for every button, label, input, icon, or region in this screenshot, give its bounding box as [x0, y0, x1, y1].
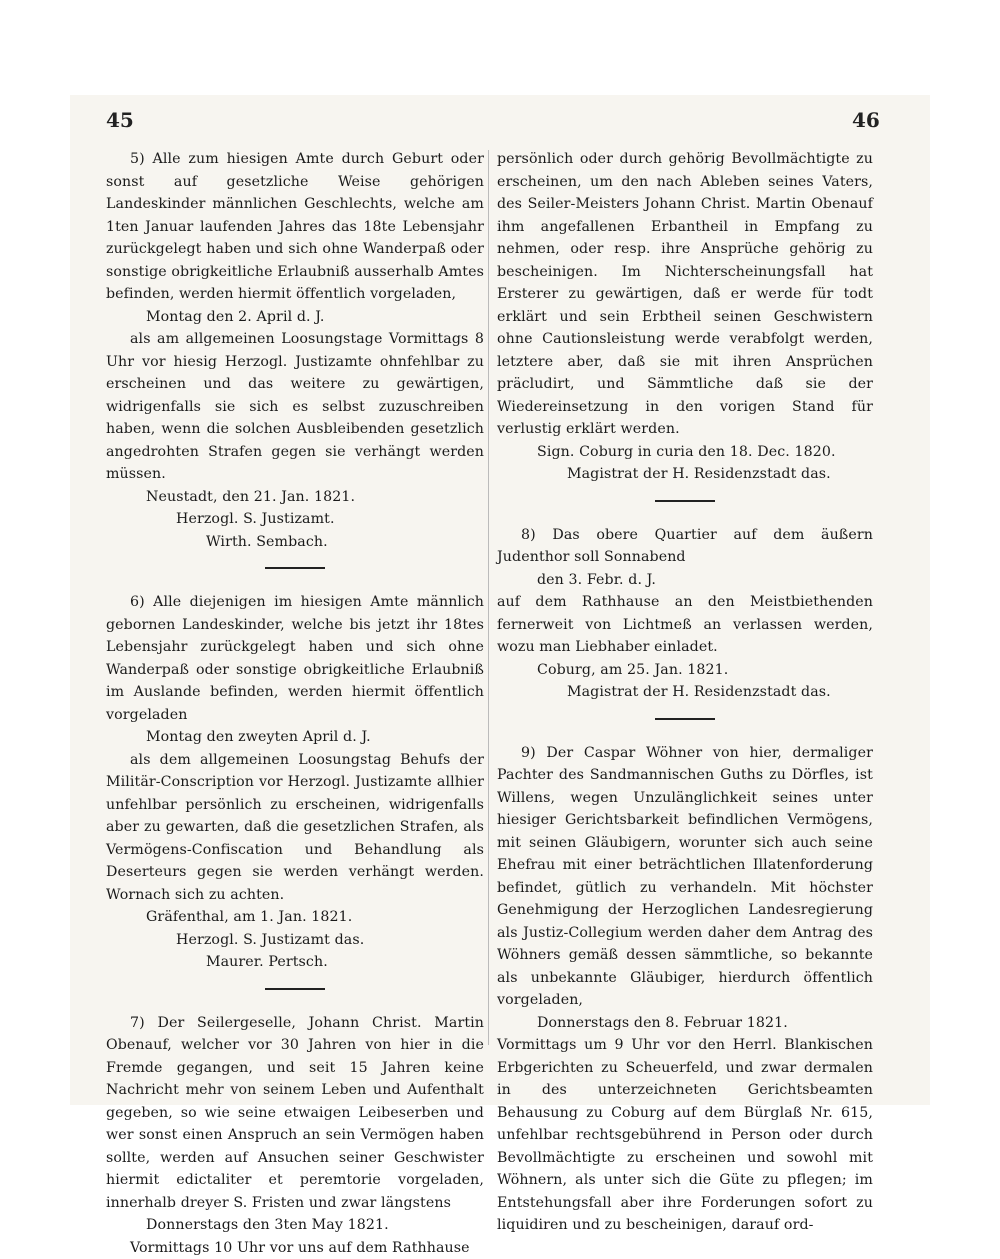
notice-authority: Magistrat der H. Residenzstadt das. — [497, 463, 873, 486]
notice-paragraph: auf dem Rathhause an den Meistbiethenden fernerweit von Lichtmeß an verlassen werden, wozu man Liebhaber einladet. — [497, 591, 873, 659]
notice-paragraph: 7) Der Seilergeselle, Johann Christ. Martin Obenauf, welcher vor 30 Jahren von hier in die Fremde gegangen, und seit 15 Jahren keine Nachricht mehr von seinem Leben und Aufenthalt gegeben, so wie seine etwaigen Leibeserben und wer sonst einen Anspruch an sein Vermögen haben sollte, werden auf Ansuchen seiner Geschwister hiermit edictaliter et peremtorie vorgeladen, innerhalb dreyer S. Fristen und zwar längstens — [106, 1012, 484, 1215]
notice-date: Montag den zweyten April d. J. — [106, 726, 484, 749]
notice-place-date: Coburg, am 25. Jan. 1821. — [497, 659, 873, 682]
notice-place-date: Neustadt, den 21. Jan. 1821. — [106, 486, 484, 509]
notice-paragraph: als am allgemeinen Loosungstage Vormittags 8 Uhr vor hiesig Herzogl. Justizamte ohnfehlbar zu erscheinen und das weitere zu gewärtigen, widrigenfalls sie sich es selbst zuzuschreiben haben, wenn die solchen Ausbleibenden gesetzlich angedrohten Strafen gegen sie verhängt werden müssen. — [106, 328, 484, 486]
section-divider — [655, 500, 715, 502]
notice-authority: Herzogl. S. Justizamt. — [106, 508, 484, 531]
section-divider — [265, 567, 325, 569]
notice-place-date: Sign. Coburg in curia den 18. Dec. 1820. — [497, 441, 873, 464]
notice-place-date: Gräfenthal, am 1. Jan. 1821. — [106, 906, 484, 929]
right-column — [497, 148, 873, 1237]
notice-signatories: Maurer. Pertsch. — [106, 951, 484, 974]
notice-paragraph: Vormittags 10 Uhr vor uns auf dem Rathhause — [106, 1237, 484, 1259]
notice-paragraph: als dem allgemeinen Loosungstag Behufs der Militär-Conscription vor Herzogl. Justizamte allhier unfehlbar persönlich zu erscheinen, widrigenfalls aber zu gewarten, daß die gesetzlichen Strafen, als Vermögens-Confiscation und Behandlung als Deserteurs gegen sie werden verhängt werden. Wornach sich zu achten. — [106, 749, 484, 907]
notice-date: Donnerstags den 8. Februar 1821. — [497, 1012, 873, 1035]
left-column — [106, 148, 484, 1259]
page-number-left: 45 — [106, 108, 134, 132]
column-divider — [488, 150, 489, 1045]
notice-signatories: Wirth. Sembach. — [106, 531, 484, 554]
notice-paragraph: 5) Alle zum hiesigen Amte durch Geburt oder sonst auf gesetzliche Weise gehörigen Landeskinder männlichen Geschlechts, welche am 1ten Januar laufenden Jahres das 18te Lebensjahr zurückgelegt haben und sich ohne Wanderpaß oder sonstige obrigkeitliche Erlaubniß ausserhalb Amtes befinden, werden hiermit öffentlich vorgeladen, — [106, 148, 484, 306]
section-divider — [265, 988, 325, 990]
notice-paragraph: 6) Alle diejenigen im hiesigen Amte männlich gebornen Landeskinder, welche bis jetzt ihr 18tes Lebensjahr zurückgelegt haben und sich ohne Wanderpaß oder sonstige obrigkeitliche Erlaubniß im Auslande befinden, werden hiermit öffentlich vorgeladen — [106, 591, 484, 726]
section-divider — [655, 718, 715, 720]
notice-date: Donnerstags den 3ten May 1821. — [106, 1214, 484, 1237]
page-number-right: 46 — [852, 108, 880, 132]
notice-authority: Herzogl. S. Justizamt das. — [106, 929, 484, 952]
notice-authority: Magistrat der H. Residenzstadt das. — [497, 681, 873, 704]
notice-paragraph: 9) Der Caspar Wöhner von hier, dermaliger Pachter des Sandmannischen Guths zu Dörfles, ist Willens, wegen Unzulänglichkeit seines unter hiesiger Gerichtsbarkeit befindlichen Vermögens, mit seinen Gläubigern, worunter sich auch seine Ehefrau mit einer beträchtlichen Illatenforderung befindet, gütlich zu verhandeln. Mit höchster Genehmigung der Herzoglichen Landesregierung als Justiz-Collegium werden daher dem Antrag des Wöhners gemäß dessen sämmtliche, so bekannte als unbekannte Gläubiger, hierdurch öffentlich vorgeladen, — [497, 742, 873, 1012]
notice-paragraph: 8) Das obere Quartier auf dem äußern Judenthor soll Sonnabend — [497, 524, 873, 569]
notice-date: den 3. Febr. d. J. — [497, 569, 873, 592]
notice-paragraph: persönlich oder durch gehörig Bevollmächtigte zu erscheinen, um den nach Ableben seines Vaters, des Seiler-Meisters Johann Christ. Martin Obenauf ihm angefallenen Erbantheil in Empfang zu nehmen, oder resp. ihre Ansprüche gehörig zu bescheinigen. Im Nichterscheinungsfall hat Ersterer zu gewärtigen, daß er werde für todt erklärt und sein Erbtheil seinen Geschwistern ohne Cautionsleistung werde verabfolgt werden, letztere aber, daß sie mit ihren Ansprüchen präcludirt, und Sämmtliche daß sie der Wiedereinsetzung in den vorigen Stand für verlustig erklärt werden. — [497, 148, 873, 441]
notice-paragraph: Vormittags um 9 Uhr vor den Herrl. Blankischen Erbgerichten zu Scheuerfeld, und zwar dermalen in des unterzeichneten Gerichtsbeamten Behausung zu Coburg auf dem Bürglaß Nr. 615, unfehlbar rechtsgebührend in Person oder durch Bevollmächtigte zu erscheinen und sowohl mit Wöhnern, als unter sich die Güte zu pflegen; im Entstehungsfall aber ihre Forderungen sofort zu liquidiren und zu bescheinigen, darauf ord- — [497, 1034, 873, 1237]
notice-date: Montag den 2. April d. J. — [106, 306, 484, 329]
